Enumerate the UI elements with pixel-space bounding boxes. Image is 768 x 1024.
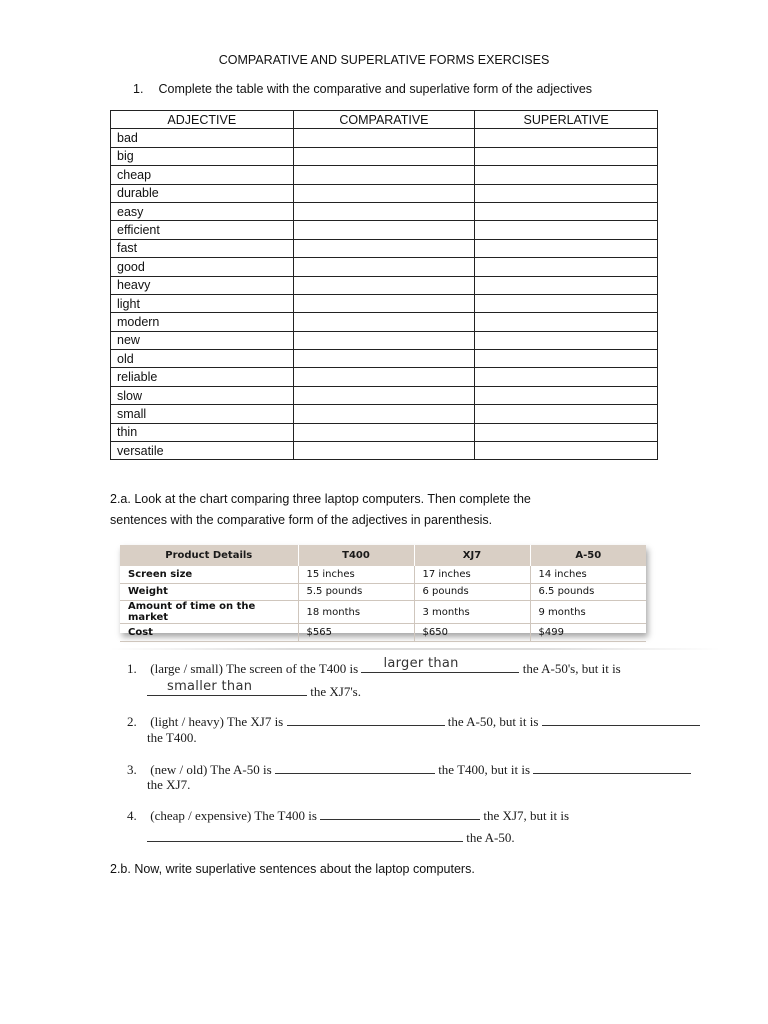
superlative-cell[interactable] — [475, 423, 658, 441]
comparative-cell[interactable] — [293, 294, 475, 312]
table-row — [111, 184, 658, 202]
product-row-label: Weight — [120, 583, 298, 601]
adjective-cell: small — [111, 405, 294, 423]
exercise-2-number: 2. — [127, 714, 137, 729]
table-row — [111, 239, 658, 257]
table-row — [111, 350, 658, 368]
table-row — [111, 294, 658, 312]
header-a50: A-50 — [530, 545, 646, 566]
adjective-cell: bad — [111, 129, 294, 147]
chart-divider — [110, 648, 720, 650]
exercise-1-text-a: (large / small) The screen of the T400 is — [150, 661, 359, 676]
product-row — [120, 601, 646, 624]
exercise-4-text-a: (cheap / expensive) The T400 is — [150, 808, 317, 823]
table-row — [111, 258, 658, 276]
table-row — [111, 368, 658, 386]
exercise-1-blank-2[interactable] — [147, 679, 307, 696]
exercise-3-text-a: (new / old) The A-50 is — [150, 762, 272, 777]
table-row — [111, 331, 658, 349]
exercise-3 — [127, 761, 691, 778]
table-row — [111, 202, 658, 220]
product-value-cell: 5.5 pounds — [298, 583, 414, 601]
adjective-table-header — [111, 111, 658, 129]
comparative-cell[interactable] — [293, 368, 475, 386]
exercise-3-number: 3. — [127, 762, 137, 777]
product-value-cell: 17 inches — [414, 566, 530, 583]
exercise-3-blank-2[interactable] — [533, 761, 691, 774]
product-value-cell: $565 — [298, 624, 414, 642]
question-2a — [110, 489, 670, 531]
comparative-cell[interactable] — [293, 166, 475, 184]
exercise-4-text-c: the A-50. — [466, 830, 515, 845]
superlative-cell[interactable] — [475, 294, 658, 312]
question-1-text: Complete the table with the comparative and superlative form of the adjectives — [158, 82, 593, 96]
exercise-1-cont — [147, 679, 361, 700]
superlative-cell[interactable] — [475, 166, 658, 184]
adjective-table — [110, 110, 658, 460]
question-2a-line-2: sentences with the comparative form of the adjectives in parenthesis. — [110, 513, 493, 527]
product-value-cell: 6 pounds — [414, 583, 530, 601]
product-value-cell: 14 inches — [530, 566, 646, 583]
product-value-cell: $650 — [414, 624, 530, 642]
adjective-cell: light — [111, 294, 294, 312]
adjective-cell: old — [111, 350, 294, 368]
adjective-cell: durable — [111, 184, 294, 202]
superlative-cell[interactable] — [475, 184, 658, 202]
exercise-2-cont — [147, 730, 197, 746]
comparative-cell[interactable] — [293, 331, 475, 349]
exercise-2 — [127, 713, 700, 730]
superlative-cell[interactable] — [475, 147, 658, 165]
adjective-cell: fast — [111, 239, 294, 257]
comparative-cell[interactable] — [293, 350, 475, 368]
adjective-cell: thin — [111, 423, 294, 441]
exercise-3-blank-1[interactable] — [275, 761, 435, 774]
comparative-cell[interactable] — [293, 276, 475, 294]
exercise-1-text-c: the XJ7's. — [310, 684, 361, 699]
exercise-2-text-a: (light / heavy) The XJ7 is — [150, 714, 284, 729]
comparative-cell[interactable] — [293, 129, 475, 147]
product-row — [120, 566, 646, 583]
header-t400: T400 — [298, 545, 414, 566]
header-superlative: SUPERLATIVE — [475, 111, 658, 129]
page-title: COMPARATIVE AND SUPERLATIVE FORMS EXERCISES — [218, 53, 550, 67]
exercise-2-blank-1[interactable] — [287, 713, 445, 726]
product-row-label: Amount of time on the market — [120, 601, 298, 624]
exercise-3-text-c: the XJ7. — [147, 777, 191, 792]
header-xj7: XJ7 — [414, 545, 530, 566]
exercise-4-cont — [147, 829, 515, 846]
comparative-cell[interactable] — [293, 405, 475, 423]
exercise-2-text-b: the A-50, but it is — [447, 714, 539, 729]
exercise-4-blank-2[interactable] — [147, 829, 463, 842]
exercise-1-answer-2: smaller than — [167, 679, 253, 694]
product-value-cell: 6.5 pounds — [530, 583, 646, 601]
exercise-4-number: 4. — [127, 808, 137, 823]
superlative-cell[interactable] — [475, 350, 658, 368]
product-row — [120, 624, 646, 642]
comparative-cell[interactable] — [293, 221, 475, 239]
superlative-cell[interactable] — [475, 386, 658, 404]
exercise-2-text-c: the T400. — [147, 730, 197, 745]
exercise-4-blank-1[interactable] — [320, 807, 480, 820]
product-value-cell: $499 — [530, 624, 646, 642]
adjective-cell: slow — [111, 386, 294, 404]
comparative-cell[interactable] — [293, 313, 475, 331]
exercise-3-text-b: the T400, but it is — [438, 762, 531, 777]
adjective-cell: cheap — [111, 166, 294, 184]
product-value-cell: 15 inches — [298, 566, 414, 583]
comparative-cell[interactable] — [293, 386, 475, 404]
product-value-cell: 3 months — [414, 601, 530, 624]
table-row — [111, 386, 658, 404]
adjective-cell: modern — [111, 313, 294, 331]
question-1 — [133, 82, 592, 96]
header-product-details: Product Details — [120, 545, 298, 566]
superlative-cell[interactable] — [475, 129, 658, 147]
exercise-3-cont — [147, 777, 190, 793]
comparative-cell[interactable] — [293, 258, 475, 276]
adjective-cell: efficient — [111, 221, 294, 239]
adjective-cell: good — [111, 258, 294, 276]
exercise-4 — [127, 807, 569, 824]
table-row — [111, 423, 658, 441]
table-row — [111, 166, 658, 184]
product-row-label: Cost — [120, 624, 298, 642]
question-1-number: 1. — [133, 82, 144, 96]
question-2a-line-1: 2.a. Look at the chart comparing three laptop computers. Then complete the — [110, 492, 531, 506]
superlative-cell[interactable] — [475, 221, 658, 239]
superlative-cell[interactable] — [475, 313, 658, 331]
product-table-header — [120, 545, 646, 566]
header-comparative: COMPARATIVE — [293, 111, 475, 129]
table-row — [111, 129, 658, 147]
adjective-cell: new — [111, 331, 294, 349]
table-row — [111, 276, 658, 294]
exercise-1-text-b: the A-50's, but it is — [522, 661, 621, 676]
comparative-cell[interactable] — [293, 147, 475, 165]
adjective-cell: big — [111, 147, 294, 165]
adjective-cell: heavy — [111, 276, 294, 294]
table-row — [111, 221, 658, 239]
exercise-1-number: 1. — [127, 661, 137, 676]
superlative-cell[interactable] — [475, 331, 658, 349]
product-row-label: Screen size — [120, 566, 298, 583]
comparative-cell[interactable] — [293, 202, 475, 220]
exercise-1 — [127, 656, 621, 677]
superlative-cell[interactable] — [475, 276, 658, 294]
exercise-1-answer-1: larger than — [383, 656, 459, 671]
product-value-cell: 9 months — [530, 601, 646, 624]
table-row — [111, 147, 658, 165]
question-2b: 2.b. Now, write superlative sentences about the laptop computers. — [110, 862, 475, 876]
table-row — [111, 405, 658, 423]
superlative-cell[interactable] — [475, 202, 658, 220]
product-comparison-chart — [120, 545, 646, 638]
superlative-cell[interactable] — [475, 405, 658, 423]
table-row — [111, 313, 658, 331]
superlative-cell[interactable] — [475, 442, 658, 460]
comparative-cell[interactable] — [293, 184, 475, 202]
comparative-cell[interactable] — [293, 423, 475, 441]
comparative-cell[interactable] — [293, 442, 475, 460]
exercise-4-text-b: the XJ7, but it is — [483, 808, 570, 823]
superlative-cell[interactable] — [475, 258, 658, 276]
table-row — [111, 442, 658, 460]
superlative-cell[interactable] — [475, 368, 658, 386]
superlative-cell[interactable] — [475, 239, 658, 257]
product-value-cell: 18 months — [298, 601, 414, 624]
exercise-1-blank-1[interactable] — [361, 656, 519, 673]
adjective-cell: versatile — [111, 442, 294, 460]
exercise-2-blank-2[interactable] — [542, 713, 700, 726]
adjective-cell: easy — [111, 202, 294, 220]
adjective-cell: reliable — [111, 368, 294, 386]
product-row — [120, 583, 646, 601]
comparative-cell[interactable] — [293, 239, 475, 257]
product-table — [120, 545, 646, 642]
header-adjective: ADJECTIVE — [111, 111, 294, 129]
